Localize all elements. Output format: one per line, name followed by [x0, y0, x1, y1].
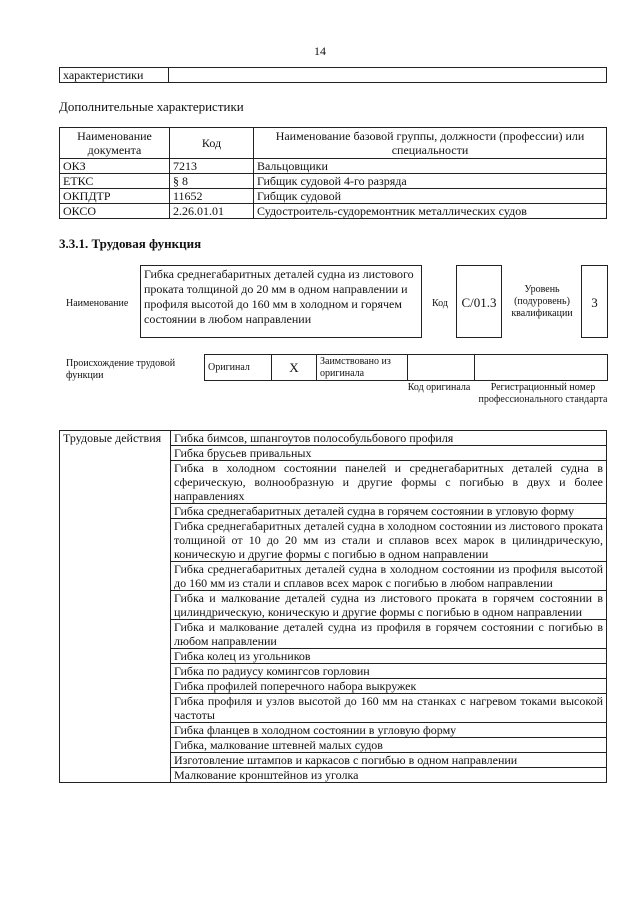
- function-code-box: C/01.3: [456, 265, 502, 338]
- action-item: Гибка среднегабаритных деталей судна в холодном состоянии из листового проката толщиной от 10 до 20 мм из стали и сплавов всех марок в цилиндрическую, коническую и другие формы с погибью в одном направлении: [171, 519, 607, 562]
- qualification-level-label: Уровень (подуровень) квалификации: [511, 284, 573, 319]
- action-item: Гибка бимсов, шпангоутов полособульбового профиля: [171, 431, 607, 446]
- action-item: Гибка и малкование деталей судна из профиля в горячем состоянии с погибью в любом направлении: [171, 620, 607, 649]
- header-cell: Наименование базовой группы, должности (профессии) или специальности: [254, 128, 607, 159]
- table-cell: ОКПДТР: [60, 189, 170, 204]
- table-cell: § 8: [170, 174, 254, 189]
- table-cell: Судостроитель-судоремонтник металлических судов: [254, 204, 607, 219]
- action-item: Малкование кронштейнов из уголка: [171, 768, 607, 783]
- labor-function-heading: 3.3.1. Трудовая функция: [59, 236, 202, 251]
- action-item: Гибка фланцев в холодном состоянии в угловую форму: [171, 723, 607, 738]
- origin-label: Происхождение трудовой функции: [66, 358, 176, 381]
- table-row: [60, 159, 607, 174]
- labor-actions-table: [59, 430, 607, 783]
- table-cell: ЕТКС: [60, 174, 170, 189]
- action-item: Гибка профилей поперечного набора выкружек: [171, 679, 607, 694]
- table-header-row: [60, 128, 607, 159]
- header-cell: Наименование документа: [60, 128, 170, 159]
- action-item: Гибка и малкование деталей судна из листового проката в горячем состоянии в цилиндрическую, коническую и другие формы с погибью в одном направлении: [171, 591, 607, 620]
- action-item: Гибка, малкование штевней малых судов: [171, 738, 607, 753]
- registration-number-cell: [475, 355, 608, 381]
- table-cell: Гибщик судовой 4-го разряда: [254, 174, 607, 189]
- action-item: Изготовление штампов и каркасов с погибью в одном направлении: [171, 753, 607, 768]
- table-cell: Гибщик судовой: [254, 189, 607, 204]
- original-label-cell: Оригинал: [205, 355, 272, 381]
- code-label: Код: [432, 298, 448, 309]
- registration-number-caption: Регистрационный номер профессионального стандарта: [478, 382, 608, 405]
- table-cell: [169, 68, 607, 83]
- table-cell: характеристики: [60, 68, 169, 83]
- additional-characteristics-title: Дополнительные характеристики: [59, 99, 244, 114]
- original-code-cell: [408, 355, 475, 381]
- action-item: Гибка среднегабаритных деталей судна в горячем состоянии в угловую форму: [171, 504, 607, 519]
- table-row: [60, 174, 607, 189]
- header-cell: Код: [170, 128, 254, 159]
- table-cell: 11652: [170, 189, 254, 204]
- top-table-fragment: [59, 67, 607, 83]
- table-row: [60, 68, 607, 83]
- action-item: Гибка по радиусу комингсов горловин: [171, 664, 607, 679]
- origin-table: [204, 354, 608, 381]
- table-row: [60, 431, 607, 446]
- additional-characteristics-table: [59, 127, 607, 219]
- name-label: Наименование: [66, 298, 129, 309]
- page-number: 14: [314, 44, 326, 58]
- original-mark-cell: X: [272, 355, 317, 381]
- action-item: Гибка в холодном состоянии панелей и среднегабаритных деталей судна в сферическую, волнообразную и другие формы с погибью в двух и более направлениях: [171, 461, 607, 504]
- table-cell: 2.26.01.01: [170, 204, 254, 219]
- action-item: Гибка брусьев привальных: [171, 446, 607, 461]
- qualification-level-box: 3: [581, 265, 608, 338]
- original-code-caption: Код оригинала: [407, 382, 471, 393]
- table-cell: Вальцовщики: [254, 159, 607, 174]
- action-item: Гибка среднегабаритных деталей судна в холодном состоянии из профиля высотой до 160 мм из стали и сплавов всех марок с погибью в любом направлении: [171, 562, 607, 591]
- action-item: Гибка профиля и узлов высотой до 160 мм на станках с нагревом токами высокой частоты: [171, 694, 607, 723]
- borrowed-label-cell: Заимствовано из оригинала: [317, 355, 408, 381]
- table-row: [60, 204, 607, 219]
- labor-actions-label: Трудовые действия: [60, 431, 171, 783]
- table-cell: 7213: [170, 159, 254, 174]
- table-row: [60, 189, 607, 204]
- function-name-box: Гибка среднегабаритных деталей судна из листового проката толщиной до 20 мм в одном направлении и профиля высотой до 160 мм в холодном и горячем состоянии в любом направлении: [140, 265, 422, 338]
- table-cell: ОКСО: [60, 204, 170, 219]
- action-item: Гибка колец из угольников: [171, 649, 607, 664]
- table-row: [205, 355, 608, 381]
- table-cell: ОКЗ: [60, 159, 170, 174]
